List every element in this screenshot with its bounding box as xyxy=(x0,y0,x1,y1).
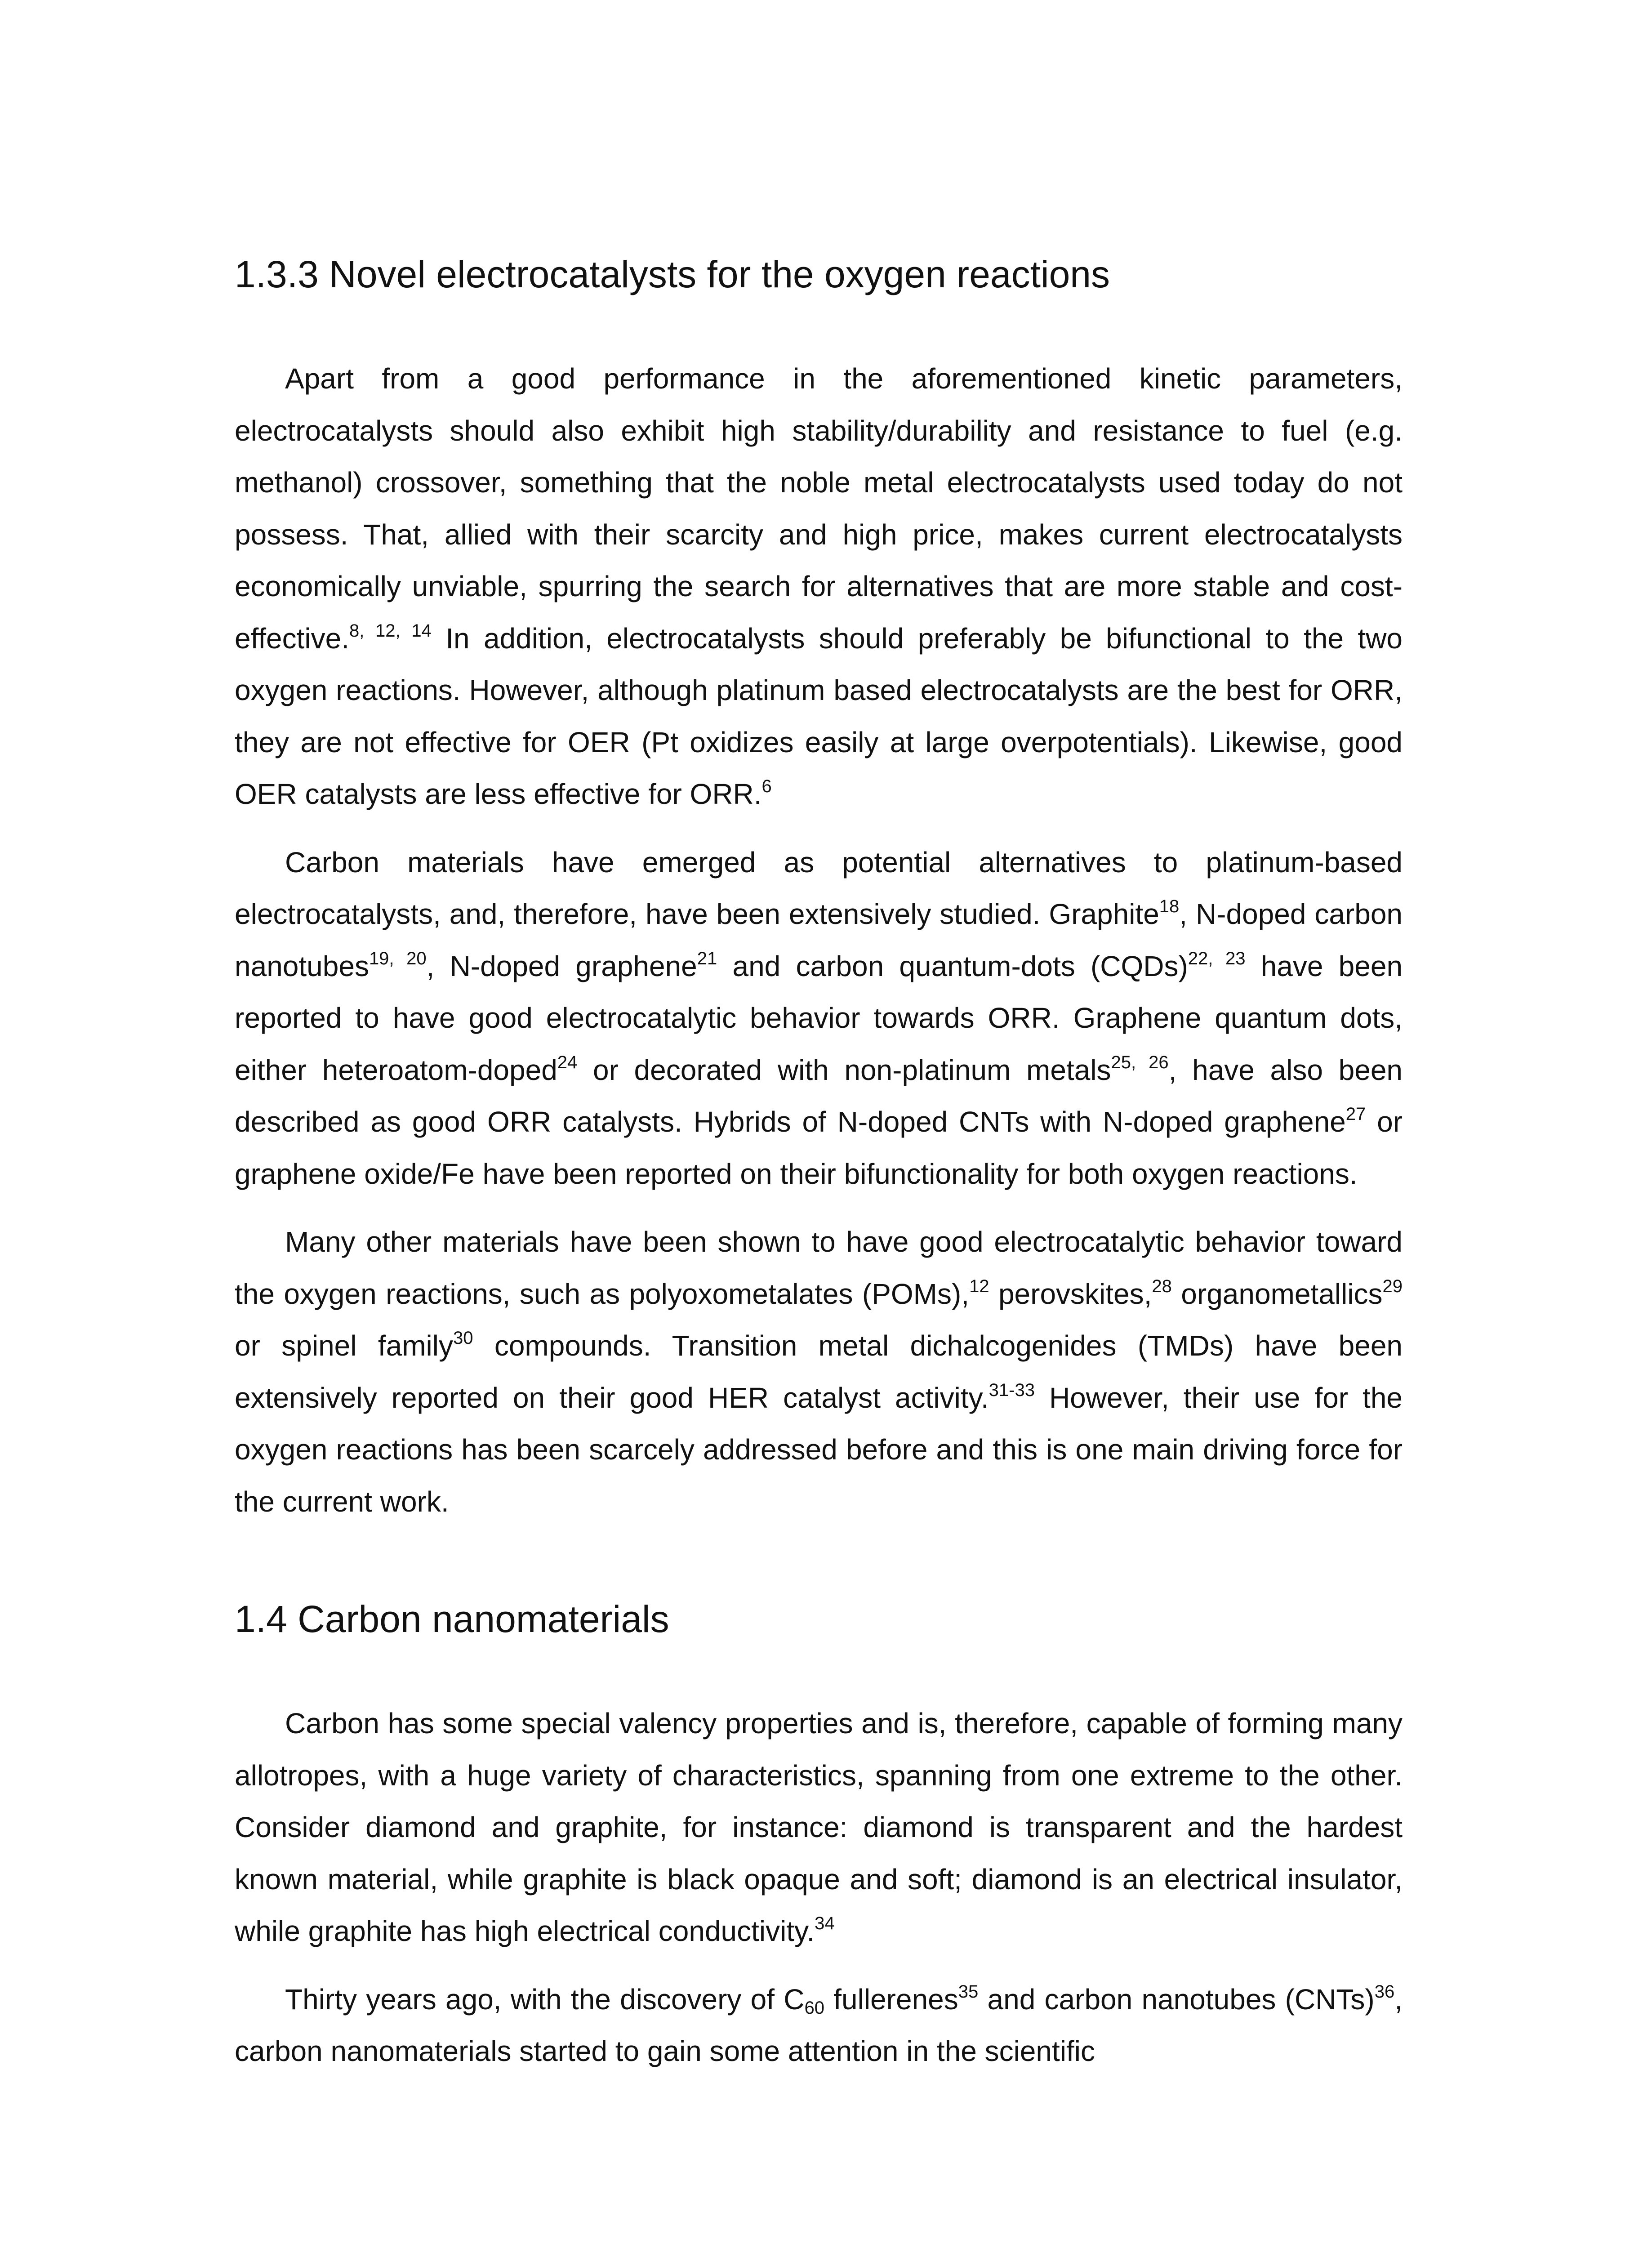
citation: 8, 12, 14 xyxy=(349,620,432,641)
text-run: or graphene oxide/Fe have been reported on their bifunctionality for both oxygen reactions. xyxy=(235,1106,1403,1190)
text-run: and carbon quantum-dots (CQDs) xyxy=(717,950,1188,982)
citation: 12 xyxy=(969,1276,989,1296)
text-run: organometallics xyxy=(1171,1277,1383,1310)
text-run: However, their use for the oxygen reactions has been scarcely addressed before and this is one main driving force for the current work. xyxy=(235,1381,1403,1518)
paragraph-other-materials xyxy=(235,1216,1403,1528)
text-run: fullerenes xyxy=(824,1983,958,2016)
text-run: Carbon has some special valency properties and is, therefore, capable of forming many allotropes, with a huge variety of characteristics, spanning from one extreme to the other. Consider diamond and graphite, for instance: diamond is transparent and the hardest known material, while graphite is black opaque and soft; diamond is an electrical insulator, while graphite has high electrical conductivity. xyxy=(235,1707,1403,1947)
text-run: Carbon materials have emerged as potential alternatives to platinum-based electrocatalysts, and, therefore, have been extensively studied. Graphite xyxy=(235,846,1403,930)
text-run: Thirty years ago, with the discovery of C xyxy=(285,1983,805,2016)
citation: 34 xyxy=(815,1913,835,1933)
text-run: In addition, electrocatalysts should preferably be bifunctional to the two oxygen reactions. However, although platinum based electrocatalysts are the best for ORR, they are not effective for OER (Pt oxidizes easily at large overpotentials). Likewise, good OER catalysts are less effective for ORR. xyxy=(235,622,1403,810)
citation: 36 xyxy=(1374,1981,1395,2002)
citation: 25, 26 xyxy=(1111,1052,1169,1072)
paragraph-carbon-materials xyxy=(235,837,1403,1200)
citation: 29 xyxy=(1382,1276,1403,1296)
text-run: or decorated with non-platinum metals xyxy=(577,1053,1111,1086)
citation: 18 xyxy=(1159,897,1180,916)
text-run: Many other materials have been shown to have good electrocatalytic behavior toward the oxygen reactions, such as polyoxometalates (POMs), xyxy=(235,1226,1403,1310)
citation: 31-33 xyxy=(989,1380,1035,1400)
text-run: , carbon nanomaterials started to gain some attention in the scientific xyxy=(235,1983,1403,2067)
citation: 21 xyxy=(697,948,717,968)
section-heading-1-4: 1.4 Carbon nanomaterials xyxy=(235,1598,669,1640)
paragraph-fullerenes xyxy=(235,1974,1403,2078)
text-run: and carbon nanotubes (CNTs) xyxy=(978,1983,1375,2016)
text-run: or spinel family xyxy=(235,1329,453,1362)
text-run: , have also been described as good ORR catalysts. Hybrids of N-doped CNTs with N-doped graphene xyxy=(235,1053,1403,1138)
page-body xyxy=(235,250,1403,2078)
text-run: have been reported to have good electrocatalytic behavior towards ORR. Graphene quantum dots, either heteroatom-doped xyxy=(235,950,1403,1086)
citation: 22, 23 xyxy=(1188,948,1246,968)
paragraph-stability xyxy=(235,353,1403,821)
citation: 24 xyxy=(557,1052,578,1072)
text-run: , N-doped graphene xyxy=(426,950,697,982)
text-run: compounds. Transition metal dichalcogenides (TMDs) have been extensively reported on their good HER catalyst activity. xyxy=(235,1329,1403,1414)
citation: 28 xyxy=(1152,1276,1172,1296)
subscript: 60 xyxy=(804,1998,824,2018)
section-heading-1-3-3: 1.3.3 Novel electrocatalysts for the oxygen reactions xyxy=(235,253,1110,295)
citation: 27 xyxy=(1345,1104,1366,1124)
citation: 35 xyxy=(958,1981,979,2002)
text-run: Apart from a good performance in the aforementioned kinetic parameters, electrocatalysts should also exhibit high stability/durability and resistance to fuel (e.g. methanol) crossover, something that the noble metal electrocatalysts used today do not possess. That, allied with their scarcity and high price, makes current electrocatalysts economically unviable, spurring the search for alternatives that are more stable and cost-effective. xyxy=(235,362,1403,655)
paragraph-allotropes xyxy=(235,1698,1403,1958)
citation: 19, 20 xyxy=(369,948,427,968)
text-run: , N-doped carbon nanotubes xyxy=(235,898,1403,982)
text-run: perovskites, xyxy=(989,1277,1152,1310)
citation: 30 xyxy=(453,1328,473,1348)
citation: 6 xyxy=(761,776,772,796)
